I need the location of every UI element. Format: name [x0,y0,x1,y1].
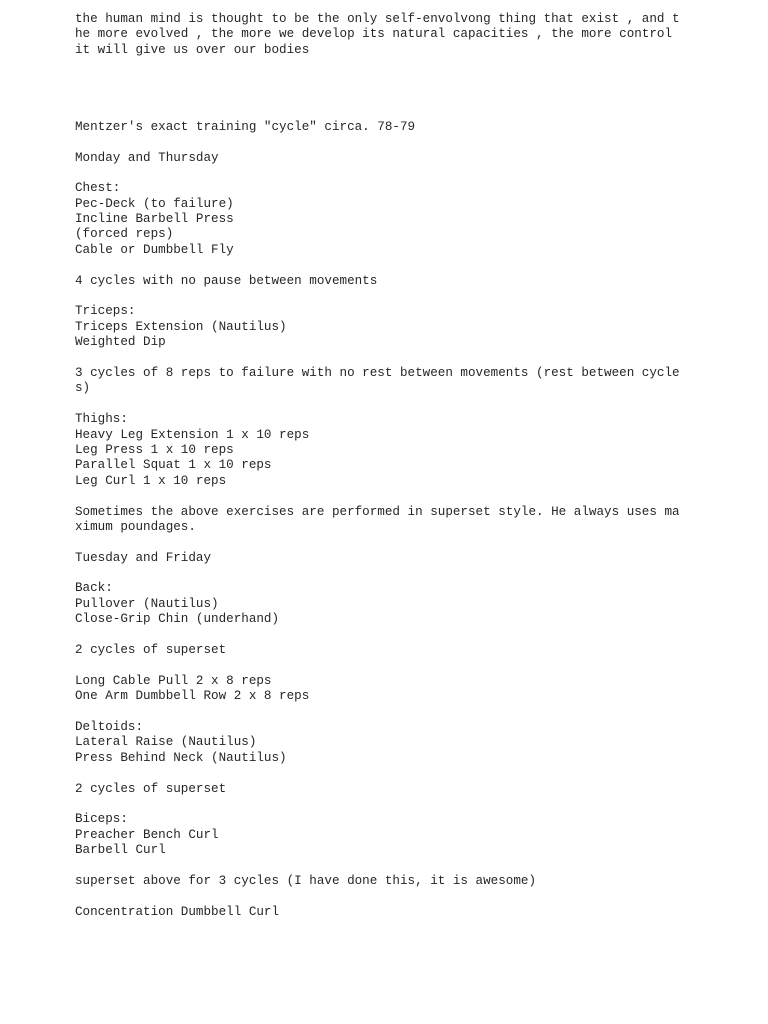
text-line [75,74,735,89]
text-line: superset above for 3 cycles (I have done this, it is awesome) [75,873,537,888]
text-line: Cable or Dumbbell Fly [75,242,234,257]
text-line [75,258,735,273]
text-line: One Arm Dumbbell Row 2 x 8 reps [75,689,310,704]
document-text [75,12,735,920]
text-line: Leg Curl 1 x 10 reps [75,473,227,488]
text-line: 3 cycles of 8 reps to failure with no rest between movements (rest between cycle [75,365,680,380]
text-line: Pullover (Nautilus) [75,596,219,611]
text-line: (forced reps) [75,227,174,242]
text-line: the human mind is thought to be the only self-envolvong thing that exist , and t [75,12,680,26]
text-line [75,797,735,812]
text-line [75,705,735,720]
text-line: 4 cycles with no pause between movements [75,273,378,288]
text-line: Deltoids: [75,719,144,734]
text-line: Incline Barbell Press [75,212,234,227]
text-line: 2 cycles of superset [75,781,227,796]
text-line: Monday and Thursday [75,150,219,165]
text-line: Leg Press 1 x 10 reps [75,442,234,457]
text-line: it will give us over our bodies [75,42,310,57]
text-line: Lateral Raise (Nautilus) [75,735,257,750]
text-line: Triceps: [75,304,136,319]
text-line: Long Cable Pull 2 x 8 reps [75,673,272,688]
text-line: Triceps Extension (Nautilus) [75,319,287,334]
text-line [75,166,735,181]
text-line: Heavy Leg Extension 1 x 10 reps [75,427,310,442]
text-line: Close-Grip Chin (underhand) [75,612,280,627]
text-line [75,89,735,104]
text-line [75,628,735,643]
text-line: ximum poundages. [75,519,196,534]
text-line: Back: [75,581,113,596]
text-line: Pec-Deck (to failure) [75,196,234,211]
text-line: Weighted Dip [75,335,166,350]
text-line: he more evolved , the more we develop its natural capacities , the more control [75,27,673,42]
text-line [75,658,735,673]
text-line: Preacher Bench Curl [75,827,219,842]
text-line [75,351,735,366]
text-line: Sometimes the above exercises are performed in superset style. He always uses ma [75,504,680,519]
text-line: Biceps: [75,812,128,827]
text-line: Concentration Dumbbell Curl [75,904,280,919]
text-line: Thighs: [75,412,128,427]
text-line [75,566,735,581]
text-line: Chest: [75,181,121,196]
text-line: Parallel Squat 1 x 10 reps [75,458,272,473]
text-line [75,289,735,304]
text-line: 2 cycles of superset [75,643,227,658]
text-line [75,104,735,119]
text-line: s) [75,381,91,396]
text-line: Press Behind Neck (Nautilus) [75,750,287,765]
text-line [75,397,735,412]
text-line [75,135,735,150]
text-line: Barbell Curl [75,843,166,858]
text-line [75,858,735,873]
text-line [75,889,735,904]
text-line: Mentzer's exact training "cycle" circa. 78-79 [75,119,416,134]
text-line: Tuesday and Friday [75,550,212,565]
text-line [75,58,735,73]
text-line [75,535,735,550]
text-line [75,766,735,781]
text-line [75,489,735,504]
